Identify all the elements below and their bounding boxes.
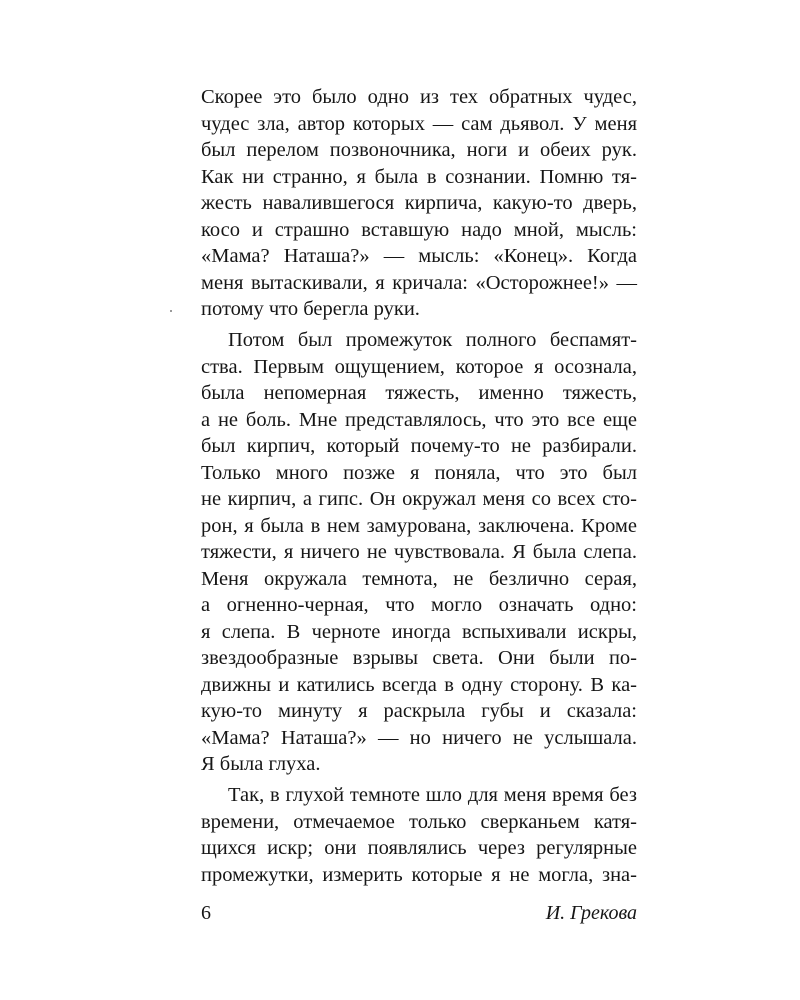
paragraph-2 (201, 327, 637, 778)
scan-speck (170, 310, 172, 312)
text-line: а не боль. Мне представлялось, что это все еще (201, 408, 637, 431)
text-line: «Мама? Наташа?» — мысль: «Конец». Когда (201, 245, 637, 267)
running-author: И. Грекова (545, 902, 637, 924)
text-line: звездообразные взрывы света. Они были по- (201, 647, 637, 669)
paragraph-1 (201, 84, 637, 323)
text-line: тяжести, я ничего не чувствовала. Я была слепа. (201, 541, 637, 563)
text-line: был кирпич, который почему-то не разбирали. (201, 435, 637, 457)
text-line: Потом был промежуток полного беспамят- (228, 329, 637, 351)
text-line: потому что берегла руки. (201, 298, 420, 320)
text-line: Как ни странно, я была в сознании. Помню тя- (201, 165, 637, 188)
text-line: ства. Первым ощущением, которое я осознала, (201, 355, 637, 378)
text-line: кую-то минуту я раскрыла губы и сказала: (201, 700, 637, 722)
text-line: Так, в глухой темноте шло для меня время без (228, 784, 637, 806)
text-line: была непомерная тяжесть, именно тяжесть, (201, 382, 637, 404)
text-line: а огненно-черная, что могло означать одно: (201, 594, 637, 616)
page-footer (201, 899, 637, 927)
text-line: чудес зла, автор которых — сам дьявол. У меня (201, 112, 637, 135)
text-line: промежутки, измерить которые я не могла, зна- (201, 863, 637, 886)
text-line: движны и катились всегда в одну сторону. В ка- (201, 673, 637, 696)
text-line: был перелом позвоночника, ноги и обеих рук. (201, 139, 637, 161)
text-line: не кирпич, а гипс. Он окружал меня со всех сто- (201, 488, 637, 510)
text-line: «Мама? Наташа?» — но ничего не услышала. (201, 726, 637, 749)
text-line: времени, отмечаемое только сверканьем катя- (201, 810, 637, 833)
page-number: 6 (201, 902, 211, 924)
text-line: Меня окружала темнота, не безлично серая, (201, 567, 637, 590)
text-line: Скорее это было одно из тех обратных чудес, (201, 86, 637, 108)
text-line: Только много позже я поняла, что это был (201, 461, 637, 484)
text-line: жесть навалившегося кирпича, какую-то дверь, (201, 192, 637, 214)
paragraph-3 (201, 782, 637, 888)
text-line: косо и страшно вставшую надо мной, мысль: (201, 218, 637, 241)
text-line: я слепа. В черноте иногда вспыхивали искры, (201, 620, 637, 643)
text-line: рон, я была в нем замурована, заключена. Кроме (201, 514, 637, 537)
text-line: щихся искр; они появлялись через регулярные (201, 837, 637, 859)
page-body (201, 84, 637, 893)
text-line: Я была глуха. (201, 753, 321, 775)
text-line: меня вытаскивали, я кричала: «Осторожнее!» — (201, 271, 637, 294)
